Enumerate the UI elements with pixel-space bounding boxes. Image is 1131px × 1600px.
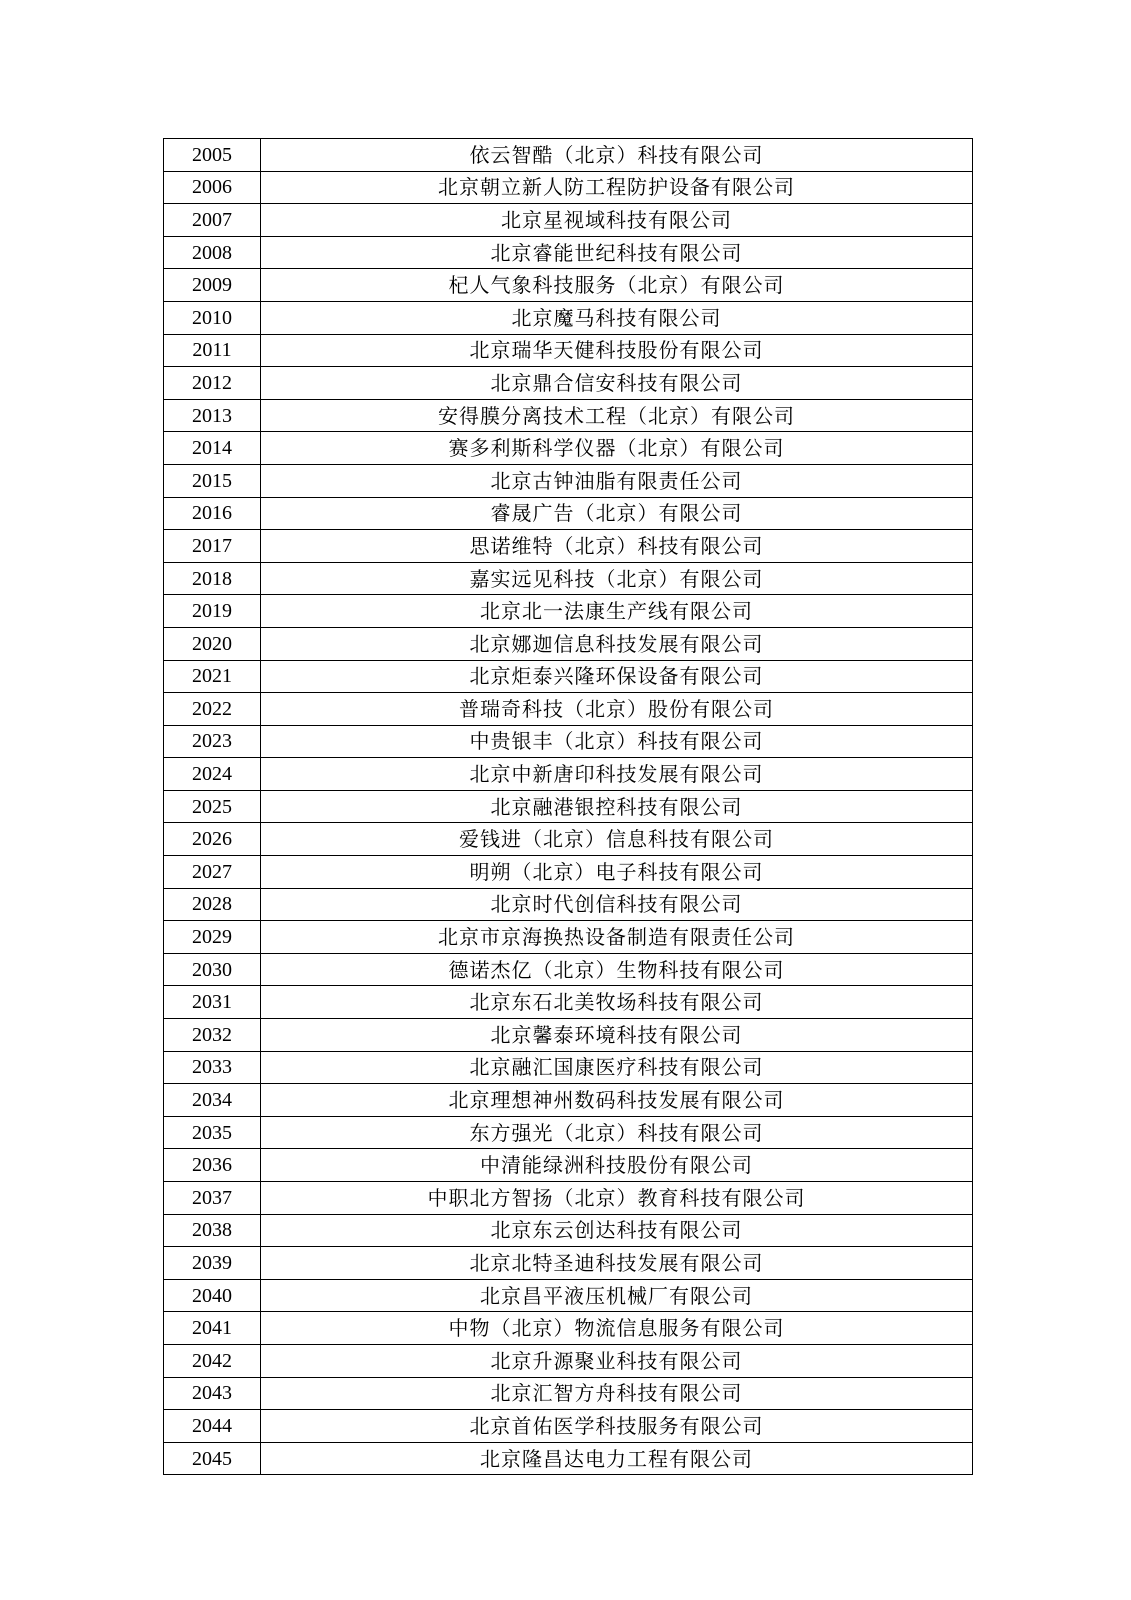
row-number-cell: 2012 xyxy=(164,367,261,400)
table-row xyxy=(164,236,973,269)
table-row xyxy=(164,497,973,530)
row-number-cell: 2014 xyxy=(164,432,261,465)
company-name-cell: 北京东云创达科技有限公司 xyxy=(261,1214,973,1247)
company-name-cell: 北京炬泰兴隆环保设备有限公司 xyxy=(261,660,973,693)
row-number-cell: 2034 xyxy=(164,1084,261,1117)
row-number-cell: 2019 xyxy=(164,595,261,628)
company-name-cell: 北京魔马科技有限公司 xyxy=(261,301,973,334)
row-number-cell: 2041 xyxy=(164,1312,261,1345)
company-name-cell: 北京理想神州数码科技发展有限公司 xyxy=(261,1084,973,1117)
table-row xyxy=(164,464,973,497)
company-name-cell: 中清能绿洲科技股份有限公司 xyxy=(261,1149,973,1182)
company-name-cell: 中贵银丰（北京）科技有限公司 xyxy=(261,725,973,758)
company-name-cell: 普瑞奇科技（北京）股份有限公司 xyxy=(261,693,973,726)
table-row xyxy=(164,953,973,986)
table-row xyxy=(164,856,973,889)
table-row xyxy=(164,790,973,823)
company-name-cell: 北京升源聚业科技有限公司 xyxy=(261,1344,973,1377)
table-row xyxy=(164,595,973,628)
row-number-cell: 2040 xyxy=(164,1279,261,1312)
company-name-cell: 北京融汇国康医疗科技有限公司 xyxy=(261,1051,973,1084)
table-row xyxy=(164,1312,973,1345)
company-list-table xyxy=(163,138,973,1475)
company-name-cell: 安得膜分离技术工程（北京）有限公司 xyxy=(261,399,973,432)
table-row xyxy=(164,334,973,367)
table-row xyxy=(164,1410,973,1443)
company-name-cell: 爱钱进（北京）信息科技有限公司 xyxy=(261,823,973,856)
company-name-cell: 北京市京海换热设备制造有限责任公司 xyxy=(261,921,973,954)
table-row xyxy=(164,725,973,758)
company-name-cell: 明朔（北京）电子科技有限公司 xyxy=(261,856,973,889)
row-number-cell: 2024 xyxy=(164,758,261,791)
row-number-cell: 2026 xyxy=(164,823,261,856)
table-row xyxy=(164,921,973,954)
company-name-cell: 嘉实远见科技（北京）有限公司 xyxy=(261,562,973,595)
company-name-cell: 中物（北京）物流信息服务有限公司 xyxy=(261,1312,973,1345)
row-number-cell: 2010 xyxy=(164,301,261,334)
table-row xyxy=(164,986,973,1019)
table-row xyxy=(164,758,973,791)
row-number-cell: 2018 xyxy=(164,562,261,595)
row-number-cell: 2032 xyxy=(164,1019,261,1052)
row-number-cell: 2027 xyxy=(164,856,261,889)
company-name-cell: 中职北方智扬（北京）教育科技有限公司 xyxy=(261,1182,973,1215)
company-name-cell: 北京东石北美牧场科技有限公司 xyxy=(261,986,973,1019)
table-row xyxy=(164,171,973,204)
table-row xyxy=(164,399,973,432)
table-row xyxy=(164,693,973,726)
table-row xyxy=(164,1116,973,1149)
company-name-cell: 北京隆昌达电力工程有限公司 xyxy=(261,1442,973,1475)
table-row xyxy=(164,1084,973,1117)
row-number-cell: 2037 xyxy=(164,1182,261,1215)
company-list-body xyxy=(164,139,973,1475)
table-row xyxy=(164,1279,973,1312)
row-number-cell: 2007 xyxy=(164,204,261,237)
table-row xyxy=(164,139,973,172)
company-name-cell: 北京鼎合信安科技有限公司 xyxy=(261,367,973,400)
company-name-cell: 北京北一法康生产线有限公司 xyxy=(261,595,973,628)
company-name-cell: 赛多利斯科学仪器（北京）有限公司 xyxy=(261,432,973,465)
row-number-cell: 2023 xyxy=(164,725,261,758)
row-number-cell: 2015 xyxy=(164,464,261,497)
row-number-cell: 2006 xyxy=(164,171,261,204)
row-number-cell: 2044 xyxy=(164,1410,261,1443)
row-number-cell: 2009 xyxy=(164,269,261,302)
table-row xyxy=(164,1051,973,1084)
table-row xyxy=(164,432,973,465)
table-row xyxy=(164,269,973,302)
row-number-cell: 2005 xyxy=(164,139,261,172)
table-row xyxy=(164,1214,973,1247)
row-number-cell: 2045 xyxy=(164,1442,261,1475)
row-number-cell: 2033 xyxy=(164,1051,261,1084)
table-row xyxy=(164,301,973,334)
company-name-cell: 北京昌平液压机械厂有限公司 xyxy=(261,1279,973,1312)
table-row xyxy=(164,1442,973,1475)
table-row xyxy=(164,204,973,237)
row-number-cell: 2039 xyxy=(164,1247,261,1280)
row-number-cell: 2031 xyxy=(164,986,261,1019)
table-row xyxy=(164,530,973,563)
table-row xyxy=(164,1149,973,1182)
company-name-cell: 北京时代创信科技有限公司 xyxy=(261,888,973,921)
company-name-cell: 北京中新唐印科技发展有限公司 xyxy=(261,758,973,791)
company-name-cell: 北京朝立新人防工程防护设备有限公司 xyxy=(261,171,973,204)
company-name-cell: 依云智酷（北京）科技有限公司 xyxy=(261,139,973,172)
row-number-cell: 2011 xyxy=(164,334,261,367)
company-name-cell: 北京馨泰环境科技有限公司 xyxy=(261,1019,973,1052)
company-name-cell: 北京娜迦信息科技发展有限公司 xyxy=(261,627,973,660)
table-row xyxy=(164,562,973,595)
table-row xyxy=(164,823,973,856)
row-number-cell: 2038 xyxy=(164,1214,261,1247)
table-row xyxy=(164,888,973,921)
row-number-cell: 2016 xyxy=(164,497,261,530)
row-number-cell: 2020 xyxy=(164,627,261,660)
table-row xyxy=(164,1377,973,1410)
row-number-cell: 2008 xyxy=(164,236,261,269)
company-name-cell: 北京首佑医学科技服务有限公司 xyxy=(261,1410,973,1443)
company-name-cell: 北京古钟油脂有限责任公司 xyxy=(261,464,973,497)
row-number-cell: 2022 xyxy=(164,693,261,726)
company-name-cell: 思诺维特（北京）科技有限公司 xyxy=(261,530,973,563)
company-name-cell: 北京瑞华天健科技股份有限公司 xyxy=(261,334,973,367)
row-number-cell: 2028 xyxy=(164,888,261,921)
row-number-cell: 2036 xyxy=(164,1149,261,1182)
row-number-cell: 2042 xyxy=(164,1344,261,1377)
company-name-cell: 北京北特圣迪科技发展有限公司 xyxy=(261,1247,973,1280)
table-row xyxy=(164,1247,973,1280)
company-name-cell: 睿晟广告（北京）有限公司 xyxy=(261,497,973,530)
company-name-cell: 北京睿能世纪科技有限公司 xyxy=(261,236,973,269)
row-number-cell: 2021 xyxy=(164,660,261,693)
company-name-cell: 北京星视域科技有限公司 xyxy=(261,204,973,237)
table-row xyxy=(164,660,973,693)
row-number-cell: 2043 xyxy=(164,1377,261,1410)
company-name-cell: 德诺杰亿（北京）生物科技有限公司 xyxy=(261,953,973,986)
company-name-cell: 北京融港银控科技有限公司 xyxy=(261,790,973,823)
row-number-cell: 2029 xyxy=(164,921,261,954)
table-row xyxy=(164,1182,973,1215)
table-row xyxy=(164,1344,973,1377)
row-number-cell: 2017 xyxy=(164,530,261,563)
company-name-cell: 北京汇智方舟科技有限公司 xyxy=(261,1377,973,1410)
company-name-cell: 杞人气象科技服务（北京）有限公司 xyxy=(261,269,973,302)
row-number-cell: 2025 xyxy=(164,790,261,823)
table-row xyxy=(164,1019,973,1052)
table-row xyxy=(164,367,973,400)
company-name-cell: 东方强光（北京）科技有限公司 xyxy=(261,1116,973,1149)
row-number-cell: 2030 xyxy=(164,953,261,986)
row-number-cell: 2013 xyxy=(164,399,261,432)
row-number-cell: 2035 xyxy=(164,1116,261,1149)
table-row xyxy=(164,627,973,660)
